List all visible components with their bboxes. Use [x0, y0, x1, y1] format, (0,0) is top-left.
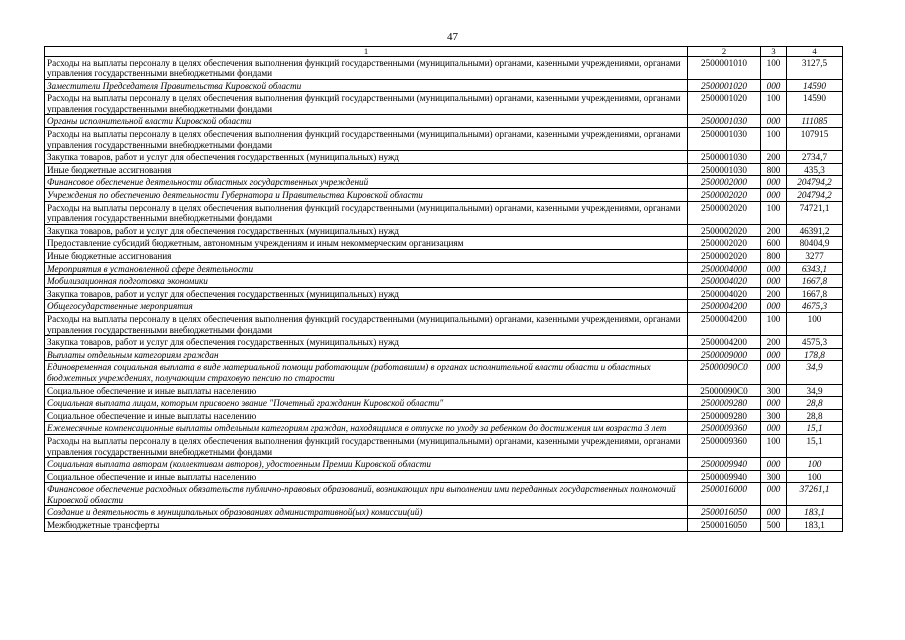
table-row	[45, 300, 843, 313]
row-kind-cell: 200	[761, 287, 787, 300]
row-kind-cell: 800	[761, 163, 787, 176]
table-row	[45, 409, 843, 422]
row-name-cell: Социальное обеспечение и иные выплаты населению	[45, 409, 688, 422]
row-code-cell: 2500004200	[688, 336, 761, 349]
row-code-cell: 2500016050	[688, 519, 761, 532]
row-name-cell: Иные бюджетные ассигнования	[45, 250, 688, 263]
row-amount-cell: 15,1	[787, 434, 843, 457]
row-code-cell: 2500009360	[688, 434, 761, 457]
row-code-cell: 2500002020	[688, 201, 761, 224]
table-row	[45, 384, 843, 397]
row-amount-cell: 100	[787, 458, 843, 471]
row-code-cell: 2500001030	[688, 128, 761, 151]
row-code-cell: 2500001030	[688, 151, 761, 164]
row-kind-cell: 100	[761, 434, 787, 457]
row-amount-cell: 178,8	[787, 348, 843, 361]
row-amount-cell: 100	[787, 312, 843, 335]
row-name-cell: Межбюджетные трансферты	[45, 519, 688, 532]
row-code-cell: 2500001030	[688, 163, 761, 176]
table-row	[45, 336, 843, 349]
table-row	[45, 92, 843, 115]
row-code-cell: 2500002020	[688, 189, 761, 202]
table-header-row	[45, 47, 843, 57]
table-row	[45, 434, 843, 457]
row-name-cell: Закупка товаров, работ и услуг для обеспечения государственных (муниципальных) нужд	[45, 336, 688, 349]
row-code-cell: 2500001020	[688, 79, 761, 92]
table-row	[45, 128, 843, 151]
table-row	[45, 458, 843, 471]
row-kind-cell: 300	[761, 384, 787, 397]
row-name-cell: Закупка товаров, работ и услуг для обеспечения государственных (муниципальных) нужд	[45, 224, 688, 237]
row-kind-cell: 200	[761, 336, 787, 349]
budget-table	[44, 46, 843, 532]
table-row	[45, 151, 843, 164]
row-name-cell: Мероприятия в установленной сфере деятельности	[45, 262, 688, 275]
row-name-cell: Социальная выплата лицам, которым присвоено звание "Почетный гражданин Кировской области"	[45, 397, 688, 410]
row-kind-cell: 600	[761, 237, 787, 250]
row-kind-cell: 100	[761, 56, 787, 79]
row-code-cell: 25000090С0	[688, 384, 761, 397]
table-row	[45, 506, 843, 519]
row-kind-cell: 300	[761, 470, 787, 483]
row-kind-cell: 100	[761, 92, 787, 115]
row-name-cell: Учреждения по обеспечению деятельности Губернатора и Правительства Кировской области	[45, 189, 688, 202]
row-amount-cell: 1667,8	[787, 287, 843, 300]
row-kind-cell: 000	[761, 458, 787, 471]
row-kind-cell: 000	[761, 348, 787, 361]
row-name-cell: Общегосударственные мероприятия	[45, 300, 688, 313]
row-amount-cell: 28,8	[787, 409, 843, 422]
table-row	[45, 237, 843, 250]
row-code-cell: 2500002020	[688, 250, 761, 263]
table-row	[45, 312, 843, 335]
row-code-cell: 2500001020	[688, 92, 761, 115]
row-name-cell: Единовременная социальная выплата в виде материальной помощи работающим (работавшим) в органах исполнительной власти области и областных бюджетных учреждениях, получающим страховую пенсию по старости	[45, 361, 688, 384]
row-name-cell: Ежемесячные компенсационные выплаты отдельным категориям граждан, находящимся в отпуске по уходу за ребенком до достижения им возраста 3 лет	[45, 422, 688, 435]
row-kind-cell: 000	[761, 176, 787, 189]
row-amount-cell: 34,9	[787, 384, 843, 397]
row-amount-cell: 4675,3	[787, 300, 843, 313]
row-name-cell: Финансовое обеспечение деятельности областных государственных учреждений	[45, 176, 688, 189]
row-amount-cell: 100	[787, 470, 843, 483]
row-kind-cell: 000	[761, 483, 787, 506]
row-kind-cell: 000	[761, 79, 787, 92]
row-name-cell: Социальное обеспечение и иные выплаты населению	[45, 470, 688, 483]
row-name-cell: Расходы на выплаты персоналу в целях обеспечения выполнения функций государственными (муниципальными) органами, казенными учреждениями, органами управления государственными внебюджетными фондами	[45, 92, 688, 115]
row-amount-cell: 6343,1	[787, 262, 843, 275]
row-amount-cell: 4575,3	[787, 336, 843, 349]
row-amount-cell: 37261,1	[787, 483, 843, 506]
row-amount-cell: 204794,2	[787, 176, 843, 189]
row-name-cell: Расходы на выплаты персоналу в целях обеспечения выполнения функций государственными (муниципальными) органами, казенными учреждениями, органами управления государственными внебюджетными фондами	[45, 128, 688, 151]
table-row	[45, 201, 843, 224]
row-kind-cell: 000	[761, 189, 787, 202]
row-amount-cell: 435,3	[787, 163, 843, 176]
row-code-cell: 2500004200	[688, 300, 761, 313]
row-kind-cell: 300	[761, 409, 787, 422]
row-amount-cell: 80404,9	[787, 237, 843, 250]
row-code-cell: 2500004020	[688, 275, 761, 288]
row-amount-cell: 28,8	[787, 397, 843, 410]
table-row	[45, 519, 843, 532]
row-code-cell: 2500009280	[688, 409, 761, 422]
row-name-cell: Мобилизационная подготовка экономики	[45, 275, 688, 288]
row-code-cell: 2500001010	[688, 56, 761, 79]
row-name-cell: Иные бюджетные ассигнования	[45, 163, 688, 176]
row-code-cell: 2500009280	[688, 397, 761, 410]
row-code-cell: 2500009000	[688, 348, 761, 361]
row-name-cell: Предоставление субсидий бюджетным, автономным учреждениям и иным некоммерческим организациям	[45, 237, 688, 250]
row-name-cell: Выплаты отдельным категориям граждан	[45, 348, 688, 361]
row-amount-cell: 3277	[787, 250, 843, 263]
table-row	[45, 262, 843, 275]
row-name-cell: Расходы на выплаты персоналу в целях обеспечения выполнения функций государственными (муниципальными) органами, казенными учреждениями, органами управления государственными внебюджетными фондами	[45, 201, 688, 224]
row-kind-cell: 800	[761, 250, 787, 263]
row-amount-cell: 15,1	[787, 422, 843, 435]
row-kind-cell: 000	[761, 361, 787, 384]
row-name-cell: Социальная выплата авторам (коллективам авторов), удостоенным Премии Кировской области	[45, 458, 688, 471]
row-kind-cell: 000	[761, 300, 787, 313]
row-amount-cell: 183,1	[787, 506, 843, 519]
row-kind-cell: 000	[761, 262, 787, 275]
row-amount-cell: 1667,8	[787, 275, 843, 288]
row-code-cell: 25000090С0	[688, 361, 761, 384]
table-row	[45, 361, 843, 384]
row-code-cell: 2500009360	[688, 422, 761, 435]
row-amount-cell: 204794,2	[787, 189, 843, 202]
row-amount-cell: 34,9	[787, 361, 843, 384]
row-amount-cell: 74721,1	[787, 201, 843, 224]
table-row	[45, 79, 843, 92]
row-name-cell: Закупка товаров, работ и услуг для обеспечения государственных (муниципальных) нужд	[45, 151, 688, 164]
row-name-cell: Закупка товаров, работ и услуг для обеспечения государственных (муниципальных) нужд	[45, 287, 688, 300]
row-code-cell: 2500016000	[688, 483, 761, 506]
row-kind-cell: 500	[761, 519, 787, 532]
row-kind-cell: 100	[761, 312, 787, 335]
row-code-cell: 2500009940	[688, 458, 761, 471]
table-row	[45, 56, 843, 79]
row-code-cell: 2500016050	[688, 506, 761, 519]
row-amount-cell: 111085	[787, 115, 843, 128]
row-code-cell: 2500004200	[688, 312, 761, 335]
row-code-cell: 2500009940	[688, 470, 761, 483]
table-row	[45, 176, 843, 189]
row-name-cell: Расходы на выплаты персоналу в целях обеспечения выполнения функций государственными (муниципальными) органами, казенными учреждениями, органами управления государственными внебюджетными фондами	[45, 312, 688, 335]
row-amount-cell: 183,1	[787, 519, 843, 532]
row-amount-cell: 2734,7	[787, 151, 843, 164]
row-amount-cell: 107915	[787, 128, 843, 151]
table-row	[45, 287, 843, 300]
row-name-cell: Расходы на выплаты персоналу в целях обеспечения выполнения функций государственными (муниципальными) органами, казенными учреждениями, органами управления государственными внебюджетными фондами	[45, 56, 688, 79]
page-number: 47	[447, 31, 458, 43]
row-amount-cell: 14590	[787, 92, 843, 115]
row-kind-cell: 000	[761, 275, 787, 288]
table-row	[45, 483, 843, 506]
row-name-cell: Финансовое обеспечение расходных обязательств публично-правовых образований, возникающих при выполнении ими переданных государственных полномочий Кировской области	[45, 483, 688, 506]
row-code-cell: 2500002020	[688, 237, 761, 250]
row-code-cell: 2500002000	[688, 176, 761, 189]
row-code-cell: 2500002020	[688, 224, 761, 237]
table-row	[45, 250, 843, 263]
table-row	[45, 470, 843, 483]
row-kind-cell: 000	[761, 115, 787, 128]
table-row	[45, 275, 843, 288]
row-kind-cell: 000	[761, 422, 787, 435]
table-row	[45, 189, 843, 202]
table-row	[45, 115, 843, 128]
table-row	[45, 224, 843, 237]
row-kind-cell: 000	[761, 506, 787, 519]
row-amount-cell: 14590	[787, 79, 843, 92]
row-code-cell: 2500001030	[688, 115, 761, 128]
row-kind-cell: 200	[761, 151, 787, 164]
header-col-1: 1	[45, 47, 688, 57]
row-kind-cell: 000	[761, 397, 787, 410]
row-kind-cell: 100	[761, 128, 787, 151]
table-row	[45, 348, 843, 361]
row-name-cell: Создание и деятельность в муниципальных образованиях административной(ых) комиссии(ий)	[45, 506, 688, 519]
table-row	[45, 422, 843, 435]
table-row	[45, 163, 843, 176]
header-col-3: 3	[761, 47, 787, 57]
header-col-4: 4	[787, 47, 843, 57]
row-kind-cell: 100	[761, 201, 787, 224]
row-name-cell: Социальное обеспечение и иные выплаты населению	[45, 384, 688, 397]
header-col-2: 2	[688, 47, 761, 57]
table-row	[45, 397, 843, 410]
row-code-cell: 2500004000	[688, 262, 761, 275]
row-name-cell: Заместители Председателя Правительства Кировской области	[45, 79, 688, 92]
row-name-cell: Органы исполнительной власти Кировской области	[45, 115, 688, 128]
row-amount-cell: 46391,2	[787, 224, 843, 237]
row-code-cell: 2500004020	[688, 287, 761, 300]
row-amount-cell: 3127,5	[787, 56, 843, 79]
row-kind-cell: 200	[761, 224, 787, 237]
row-name-cell: Расходы на выплаты персоналу в целях обеспечения выполнения функций государственными (муниципальными) органами, казенными учреждениями, органами управления государственными внебюджетными фондами	[45, 434, 688, 457]
